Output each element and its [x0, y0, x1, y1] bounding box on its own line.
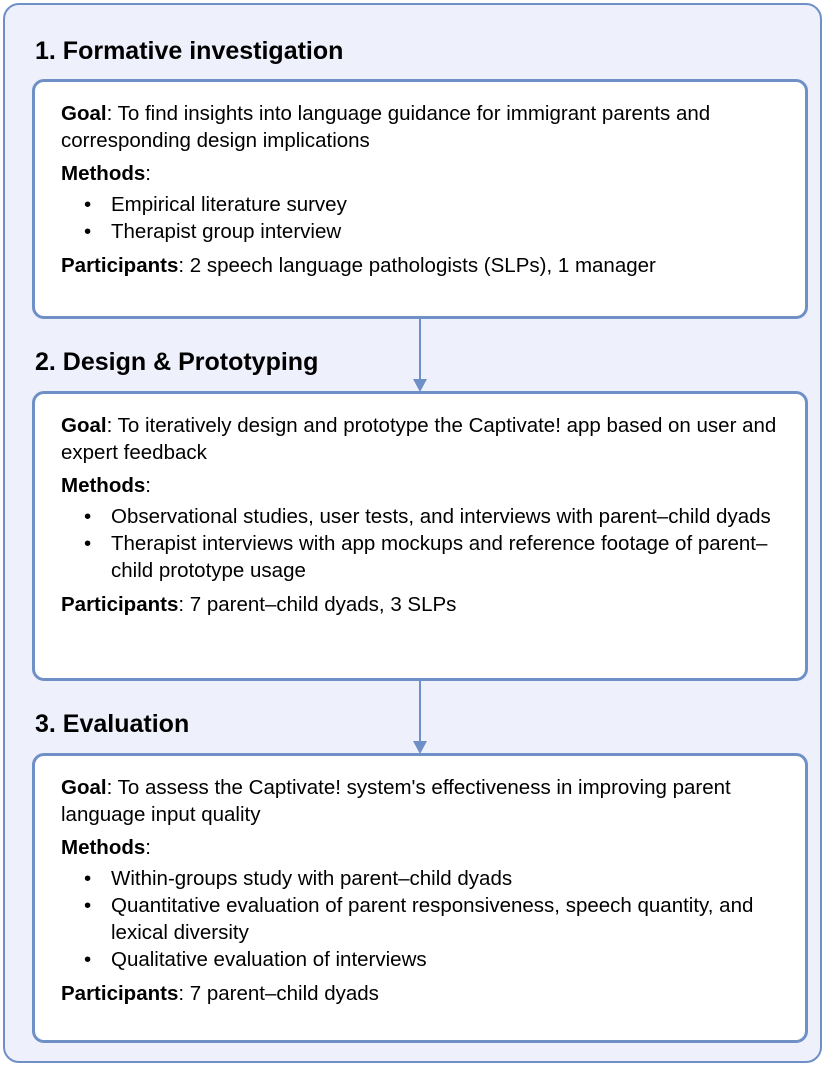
stage-1-participants	[61, 252, 789, 279]
flow-arrow-2-to-3	[410, 679, 430, 755]
methods-label: Methods	[61, 836, 146, 859]
method-item: • Qualitative evaluation of interviews	[61, 946, 789, 973]
stage-1-box	[32, 79, 808, 319]
method-item: • Therapist interviews with app mockups and reference footage of parent–child prototype usage	[61, 530, 789, 584]
stage-2-title: 2. Design & Prototyping	[35, 348, 319, 376]
stage-3-box	[32, 753, 808, 1043]
goal-text: : To find insights into language guidance for immigrant parents and corresponding design implications	[61, 102, 711, 152]
stage-1-title: 1. Formative investigation	[35, 37, 344, 65]
stage-3-methods-heading	[61, 834, 789, 861]
methods-label: Methods	[61, 162, 146, 185]
participants-text: : 7 parent–child dyads, 3 SLPs	[178, 593, 457, 616]
study-overview-panel	[3, 3, 822, 1063]
methods-suffix: :	[145, 474, 151, 497]
participants-label: Participants	[61, 593, 179, 616]
stage-2-methods-heading	[61, 472, 789, 499]
method-item: • Therapist group interview	[61, 218, 789, 245]
stage-3-participants	[61, 980, 789, 1007]
participants-text: : 2 speech language pathologists (SLPs), 1 manager	[178, 254, 656, 277]
stage-2-box	[32, 391, 808, 681]
method-item: • Within-groups study with parent–child dyads	[61, 865, 789, 892]
participants-label: Participants	[61, 254, 179, 277]
goal-text: : To assess the Captivate! system's effectiveness in improving parent language input quality	[61, 776, 731, 826]
stage-3-title: 3. Evaluation	[35, 710, 190, 738]
methods-label: Methods	[61, 474, 146, 497]
goal-label: Goal	[61, 102, 107, 125]
methods-suffix: :	[145, 836, 151, 859]
goal-label: Goal	[61, 414, 107, 437]
stage-1-methods-list	[61, 191, 789, 245]
stage-3-goal	[61, 774, 789, 828]
stage-2-methods-list	[61, 503, 789, 584]
methods-suffix: :	[145, 162, 151, 185]
stage-3-methods-list	[61, 865, 789, 973]
participants-label: Participants	[61, 982, 179, 1005]
goal-text: : To iteratively design and prototype the Captivate! app based on user and expert feedback	[61, 414, 777, 464]
stage-2-goal	[61, 412, 789, 466]
method-item: • Observational studies, user tests, and interviews with parent–child dyads	[61, 503, 789, 530]
method-item: • Quantitative evaluation of parent responsiveness, speech quantity, and lexical diversity	[61, 892, 789, 946]
stage-1-goal	[61, 100, 789, 154]
flow-arrow-1-to-2	[410, 317, 430, 393]
method-item: • Empirical literature survey	[61, 191, 789, 218]
stage-2-participants	[61, 591, 789, 618]
participants-text: : 7 parent–child dyads	[178, 982, 379, 1005]
goal-label: Goal	[61, 776, 107, 799]
stage-1-methods-heading	[61, 160, 789, 187]
